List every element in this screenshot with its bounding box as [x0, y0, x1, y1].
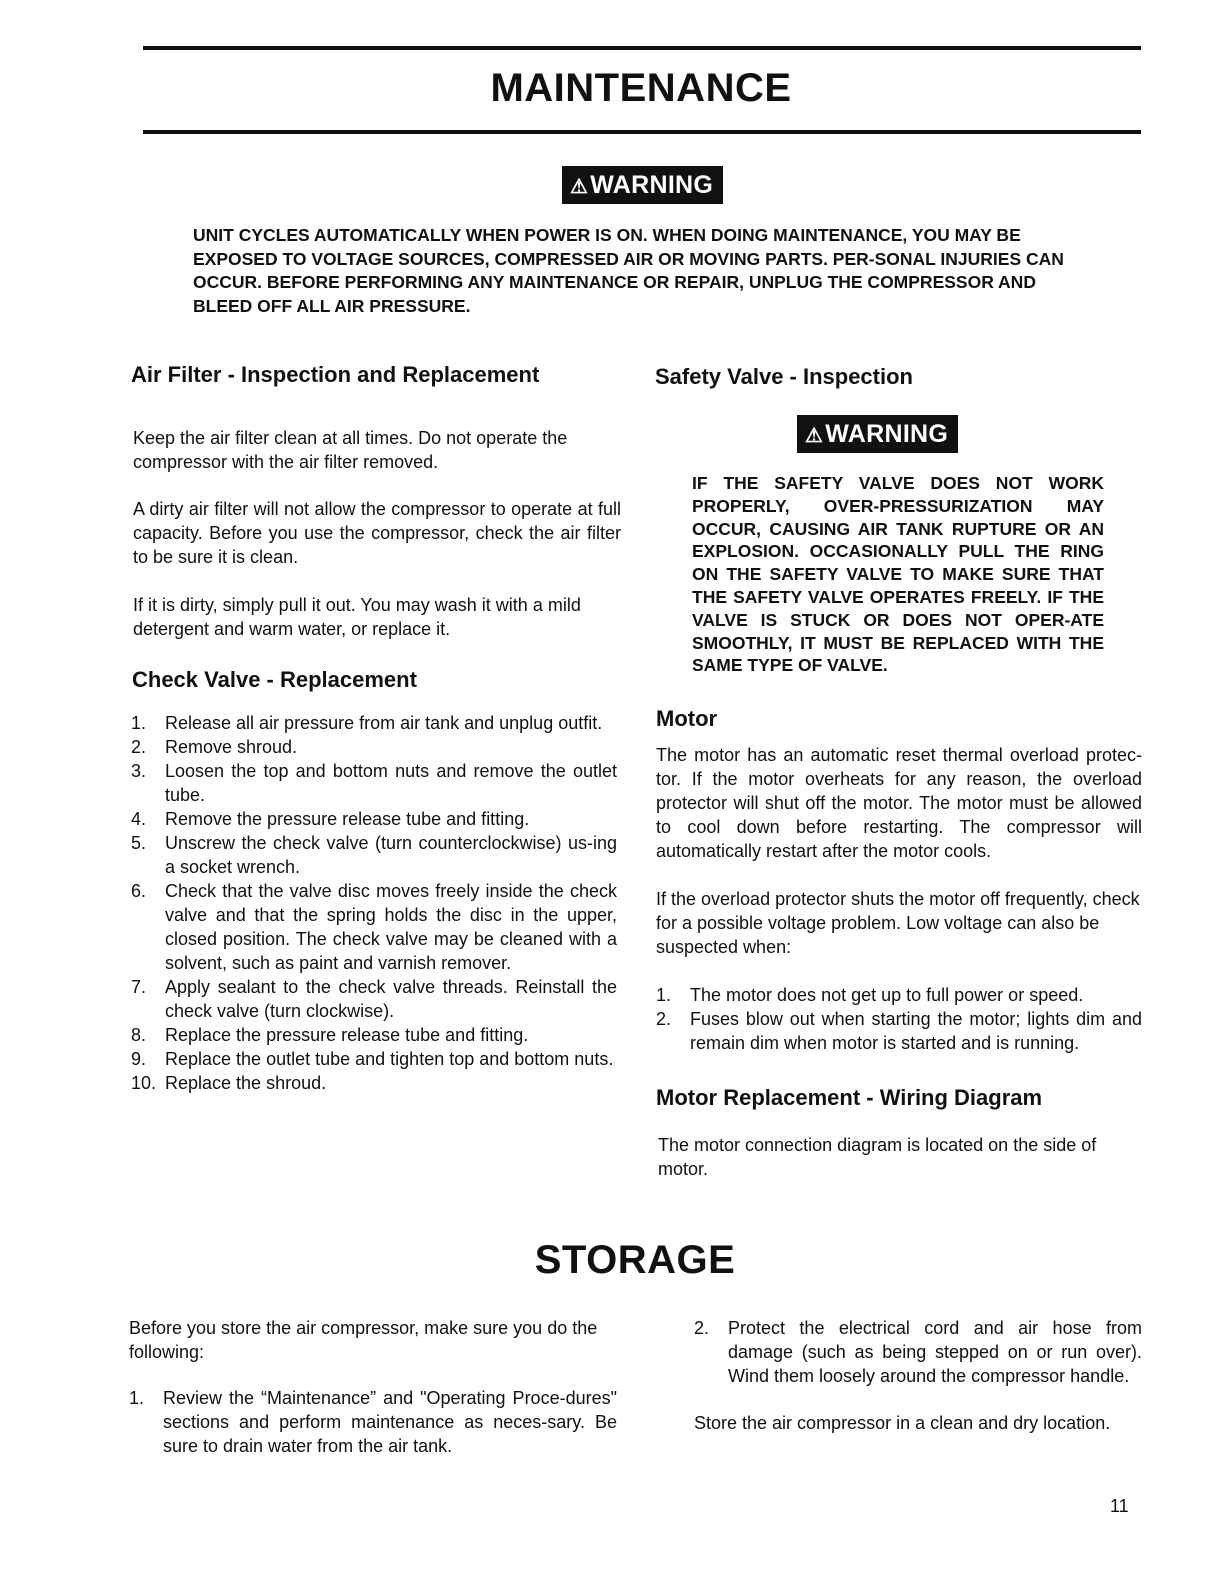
list-item: 1. The motor does not get up to full power or speed.	[656, 985, 1084, 1005]
list-item: 1. Review the “Maintenance” and "Operating Proce-dures" sections and perform maintenance as neces-sary. Be sure to drain water from the air tank.	[129, 1388, 617, 1456]
list-item: 3. Loosen the top and bottom nuts and remove the outlet tube.	[131, 761, 617, 805]
motor-replacement-text: The motor connection diagram is located on the side of motor.	[658, 1135, 1097, 1179]
page-title: MAINTENANCE	[490, 66, 792, 110]
top-rule	[143, 46, 1141, 50]
list-item: 6. Check that the valve disc moves freely inside the check valve and that the spring holds the disc in the upper, closed position. The check valve may be cleaned with a solvent, such as paint and varnish remover.	[131, 881, 617, 973]
list-item: 1. Release all air pressure from air tank and unplug outfit.	[131, 713, 603, 733]
list-item: 2. Remove shroud.	[131, 737, 298, 757]
check-valve-heading: Check Valve - Replacement	[132, 667, 417, 692]
list-item: 4. Remove the pressure release tube and fitting.	[131, 809, 530, 829]
warning-triangle-icon: ⚠	[805, 425, 824, 447]
list-item: 9. Replace the outlet tube and tighten top and bottom nuts.	[131, 1049, 614, 1069]
check-valve-steps	[131, 711, 617, 1095]
warning-badge	[797, 415, 958, 453]
air-filter-paragraph: Keep the air filter clean at all times. Do not operate the compressor with the air filter removed.	[133, 428, 568, 472]
motor-paragraph: The motor has an automatic reset thermal overload protec-tor. If the motor overheats for any reason, the overload protector will shut off the motor. The motor must be allowed to cool down before restarting. The compressor will automatically restart after the motor cools.	[656, 745, 1142, 861]
warning-badge-label: WARNING	[590, 171, 714, 199]
motor-replacement-heading: Motor Replacement - Wiring Diagram	[656, 1085, 1043, 1110]
title-rule	[143, 130, 1141, 134]
page-number: 11	[1110, 1496, 1129, 1516]
motor-voltage-list	[656, 983, 1142, 1055]
warning-badge-label: WARNING	[825, 420, 949, 448]
air-filter-paragraph: A dirty air filter will not allow the compressor to operate at full capacity. Before you use the compressor, check the air filter to be sure it is clean.	[133, 499, 621, 567]
warning-badge	[562, 166, 723, 204]
safety-valve-warning-text: IF THE SAFETY VALVE DOES NOT WORK PROPERLY, OVER-PRESSURIZATION MAY OCCUR, CAUSING AIR TANK RUPTURE OR AN EXPLOSION. OCCASIONALLY PULL THE RING ON THE SAFETY VALVE TO MAKE SURE THAT THE SAFETY VALVE OPERATES FREELY. IF THE VALVE IS STUCK OR DOES NOT OPER-ATE SMOOTHLY, IT MUST BE REPLACED WITH THE SAME TYPE OF VALVE.	[692, 473, 1104, 676]
list-item: 5. Unscrew the check valve (turn counterclockwise) us-ing a socket wrench.	[131, 833, 617, 877]
storage-closing: Store the air compressor in a clean and dry location.	[694, 1413, 1111, 1433]
air-filter-heading: Air Filter - Inspection and Replacement	[131, 362, 540, 387]
list-item: 10. Replace the shroud.	[131, 1073, 327, 1093]
list-item: 8. Replace the pressure release tube and fitting.	[131, 1025, 529, 1045]
motor-paragraph: If the overload protector shuts the motor off frequently, check for a possible voltage problem. Low voltage can also be suspected when:	[656, 889, 1140, 957]
list-item: 7. Apply sealant to the check valve threads. Reinstall the check valve (turn clockwise).	[131, 977, 617, 1021]
storage-intro: Before you store the air compressor, make sure you do the following:	[129, 1318, 598, 1362]
air-filter-paragraph: If it is dirty, simply pull it out. You may wash it with a mild detergent and warm water, or replace it.	[133, 595, 581, 639]
motor-heading: Motor	[656, 706, 718, 731]
storage-list-right	[694, 1316, 1142, 1388]
main-warning-text: UNIT CYCLES AUTOMATICALLY WHEN POWER IS ON. WHEN DOING MAINTENANCE, YOU MAY BE EXPOSED TO VOLTAGE SOURCES, COMPRESSED AIR OR MOVING PARTS. PER-SONAL INJURIES CAN OCCUR. BEFORE PERFORMING ANY MAINTENANCE OR REPAIR, UNPLUG THE COMPRESSOR AND BLEED OFF ALL AIR PRESSURE.	[193, 225, 1064, 316]
warning-triangle-icon: ⚠	[570, 176, 589, 198]
list-item: 2. Protect the electrical cord and air hose from damage (such as being stepped on or run over). Wind them loosely around the compressor handle.	[694, 1318, 1142, 1386]
storage-list-left	[129, 1386, 617, 1458]
storage-title: STORAGE	[534, 1238, 736, 1282]
safety-valve-heading: Safety Valve - Inspection	[655, 364, 913, 389]
list-item: 2. Fuses blow out when starting the motor; lights dim and remain dim when motor is started and is running.	[656, 1009, 1142, 1053]
